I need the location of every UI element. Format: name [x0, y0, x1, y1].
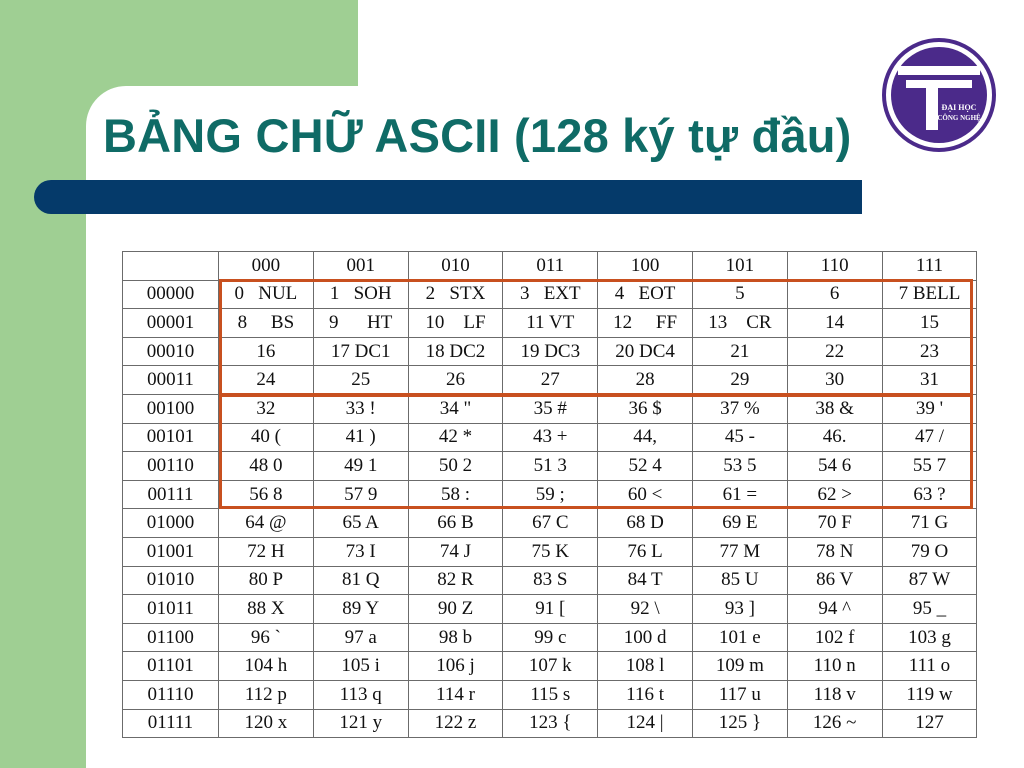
table-row: [123, 423, 977, 452]
table-row: [123, 337, 977, 366]
table-cell: 110 n: [787, 652, 882, 681]
table-cell: 33 !: [313, 394, 408, 423]
table-cell: 113 q: [313, 680, 408, 709]
table-cell: 88 X: [219, 595, 314, 624]
table-cell: 106 j: [408, 652, 503, 681]
table-row: [123, 566, 977, 595]
table-cell: 67 C: [503, 509, 598, 538]
table-cell: 105 i: [313, 652, 408, 681]
table-row: [123, 595, 977, 624]
table-cell: 37 %: [692, 394, 787, 423]
table-cell: 111 o: [882, 652, 977, 681]
table-cell: 23: [882, 337, 977, 366]
table-cell: 56 8: [219, 480, 314, 509]
table-cell: 59 ;: [503, 480, 598, 509]
table-cell: 22: [787, 337, 882, 366]
table-cell: 73 I: [313, 537, 408, 566]
table-row: [123, 652, 977, 681]
ascii-table: [122, 251, 977, 738]
row-header: 00011: [123, 366, 219, 395]
table-cell: 35 #: [503, 394, 598, 423]
slide-title: BẢNG CHỮ ASCII (128 ký tự đầu): [103, 109, 852, 162]
table-cell: 103 g: [882, 623, 977, 652]
table-cell: 74 J: [408, 537, 503, 566]
table-cell: 83 S: [503, 566, 598, 595]
table-cell: 104 h: [219, 652, 314, 681]
table-cell: 57 9: [313, 480, 408, 509]
table-cell: 12 FF: [598, 309, 693, 338]
table-row: [123, 309, 977, 338]
table-cell: 14: [787, 309, 882, 338]
table-cell: 19 DC3: [503, 337, 598, 366]
column-header: 000: [219, 252, 314, 281]
table-row: [123, 623, 977, 652]
table-cell: 18 DC2: [408, 337, 503, 366]
table-cell: 36 $: [598, 394, 693, 423]
table-cell: 24: [219, 366, 314, 395]
table-cell: 120 x: [219, 709, 314, 738]
table-cell: 69 E: [692, 509, 787, 538]
table-cell: 54 6: [787, 452, 882, 481]
table-cell: 76 L: [598, 537, 693, 566]
table-cell: 107 k: [503, 652, 598, 681]
table-cell: 127: [882, 709, 977, 738]
table-cell: 34 ": [408, 394, 503, 423]
table-cell: 25: [313, 366, 408, 395]
table-cell: 26: [408, 366, 503, 395]
table-cell: 119 w: [882, 680, 977, 709]
table-cell: 79 O: [882, 537, 977, 566]
table-cell: 71 G: [882, 509, 977, 538]
table-cell: 49 1: [313, 452, 408, 481]
table-cell: 97 a: [313, 623, 408, 652]
logo-text-line2: CÔNG NGHỆ: [937, 114, 981, 122]
table-cell: 95 _: [882, 595, 977, 624]
table-cell: 3 EXT: [503, 280, 598, 309]
table-cell: 31: [882, 366, 977, 395]
column-header: 001: [313, 252, 408, 281]
row-header: 00110: [123, 452, 219, 481]
table-cell: 80 P: [219, 566, 314, 595]
table-cell: 125 }: [692, 709, 787, 738]
table-cell: 29: [692, 366, 787, 395]
row-header: 00000: [123, 280, 219, 309]
table-cell: 78 N: [787, 537, 882, 566]
row-header: 00111: [123, 480, 219, 509]
table-cell: 66 B: [408, 509, 503, 538]
table-cell: 82 R: [408, 566, 503, 595]
table-cell: 55 7: [882, 452, 977, 481]
table-cell: 99 c: [503, 623, 598, 652]
table-cell: 16: [219, 337, 314, 366]
row-header: 00001: [123, 309, 219, 338]
table-cell: 91 [: [503, 595, 598, 624]
table-cell: 92 \: [598, 595, 693, 624]
table-cell: 63 ?: [882, 480, 977, 509]
table-cell: 124 |: [598, 709, 693, 738]
table-row: [123, 680, 977, 709]
table-row: [123, 394, 977, 423]
table-cell: 6: [787, 280, 882, 309]
row-header: 01111: [123, 709, 219, 738]
table-cell: 126 ~: [787, 709, 882, 738]
table-cell: 1 SOH: [313, 280, 408, 309]
row-header: 01001: [123, 537, 219, 566]
table-cell: 51 3: [503, 452, 598, 481]
row-header: 00100: [123, 394, 219, 423]
table-header-row: [123, 252, 977, 281]
table-cell: 17 DC1: [313, 337, 408, 366]
table-row: [123, 452, 977, 481]
column-header: 110: [787, 252, 882, 281]
table-cell: 114 r: [408, 680, 503, 709]
table-cell: 47 /: [882, 423, 977, 452]
table-cell: 58 :: [408, 480, 503, 509]
table-cell: 15: [882, 309, 977, 338]
table-cell: 117 u: [692, 680, 787, 709]
university-logo: [880, 36, 998, 154]
header-corner-cell: [123, 252, 219, 281]
table-cell: 48 0: [219, 452, 314, 481]
table-cell: 8 BS: [219, 309, 314, 338]
table-cell: 20 DC4: [598, 337, 693, 366]
table-cell: 116 t: [598, 680, 693, 709]
row-header: 01101: [123, 652, 219, 681]
logo-text-line1: ĐẠI HỌC: [941, 103, 977, 112]
table-cell: 61 =: [692, 480, 787, 509]
column-header: 010: [408, 252, 503, 281]
table-body: [123, 280, 977, 738]
table-cell: 101 e: [692, 623, 787, 652]
table-cell: 100 d: [598, 623, 693, 652]
logo-emblem: [880, 36, 998, 154]
table-cell: 89 Y: [313, 595, 408, 624]
table-cell: 50 2: [408, 452, 503, 481]
table-cell: 118 v: [787, 680, 882, 709]
table-cell: 52 4: [598, 452, 693, 481]
table-cell: 86 V: [787, 566, 882, 595]
table-cell: 81 Q: [313, 566, 408, 595]
table-cell: 32: [219, 394, 314, 423]
table-cell: 28: [598, 366, 693, 395]
table-cell: 77 M: [692, 537, 787, 566]
table-cell: 122 z: [408, 709, 503, 738]
column-header: 111: [882, 252, 977, 281]
column-header: 101: [692, 252, 787, 281]
title-underline-bar: [34, 180, 862, 214]
table-cell: 45 -: [692, 423, 787, 452]
table-cell: 2 STX: [408, 280, 503, 309]
row-header: 01000: [123, 509, 219, 538]
table-cell: 65 A: [313, 509, 408, 538]
table-cell: 84 T: [598, 566, 693, 595]
table-cell: 121 y: [313, 709, 408, 738]
table-cell: 9 HT: [313, 309, 408, 338]
table-cell: 70 F: [787, 509, 882, 538]
table-cell: 38 &: [787, 394, 882, 423]
row-header: 01110: [123, 680, 219, 709]
table-cell: 112 p: [219, 680, 314, 709]
table-cell: 68 D: [598, 509, 693, 538]
column-header: 011: [503, 252, 598, 281]
table-row: [123, 480, 977, 509]
table-cell: 98 b: [408, 623, 503, 652]
row-header: 00010: [123, 337, 219, 366]
table-cell: 93 ]: [692, 595, 787, 624]
table-cell: 0 NUL: [219, 280, 314, 309]
table-cell: 13 CR: [692, 309, 787, 338]
table-cell: 60 <: [598, 480, 693, 509]
row-header: 00101: [123, 423, 219, 452]
table-cell: 109 m: [692, 652, 787, 681]
table-cell: 30: [787, 366, 882, 395]
table-row: [123, 537, 977, 566]
table-cell: 10 LF: [408, 309, 503, 338]
table-cell: 115 s: [503, 680, 598, 709]
table-cell: 85 U: [692, 566, 787, 595]
table-cell: 43 +: [503, 423, 598, 452]
row-header: 01011: [123, 595, 219, 624]
table-cell: 72 H: [219, 537, 314, 566]
table-row: [123, 509, 977, 538]
table-cell: 11 VT: [503, 309, 598, 338]
table-cell: 4 EOT: [598, 280, 693, 309]
table-cell: 46.: [787, 423, 882, 452]
table-cell: 94 ^: [787, 595, 882, 624]
ascii-table-container: [122, 251, 977, 738]
table-cell: 42 *: [408, 423, 503, 452]
table-cell: 41 ): [313, 423, 408, 452]
table-cell: 5: [692, 280, 787, 309]
column-header: 100: [598, 252, 693, 281]
table-cell: 90 Z: [408, 595, 503, 624]
table-cell: 64 @: [219, 509, 314, 538]
table-cell: 40 (: [219, 423, 314, 452]
table-cell: 62 >: [787, 480, 882, 509]
table-row: [123, 709, 977, 738]
table-row: [123, 280, 977, 309]
table-cell: 53 5: [692, 452, 787, 481]
row-header: 01010: [123, 566, 219, 595]
table-cell: 102 f: [787, 623, 882, 652]
table-cell: 39 ': [882, 394, 977, 423]
table-cell: 87 W: [882, 566, 977, 595]
table-cell: 108 l: [598, 652, 693, 681]
table-cell: 7 BELL: [882, 280, 977, 309]
table-cell: 21: [692, 337, 787, 366]
table-row: [123, 366, 977, 395]
table-cell: 27: [503, 366, 598, 395]
table-cell: 44,: [598, 423, 693, 452]
row-header: 01100: [123, 623, 219, 652]
table-cell: 96 `: [219, 623, 314, 652]
table-cell: 75 K: [503, 537, 598, 566]
table-cell: 123 {: [503, 709, 598, 738]
